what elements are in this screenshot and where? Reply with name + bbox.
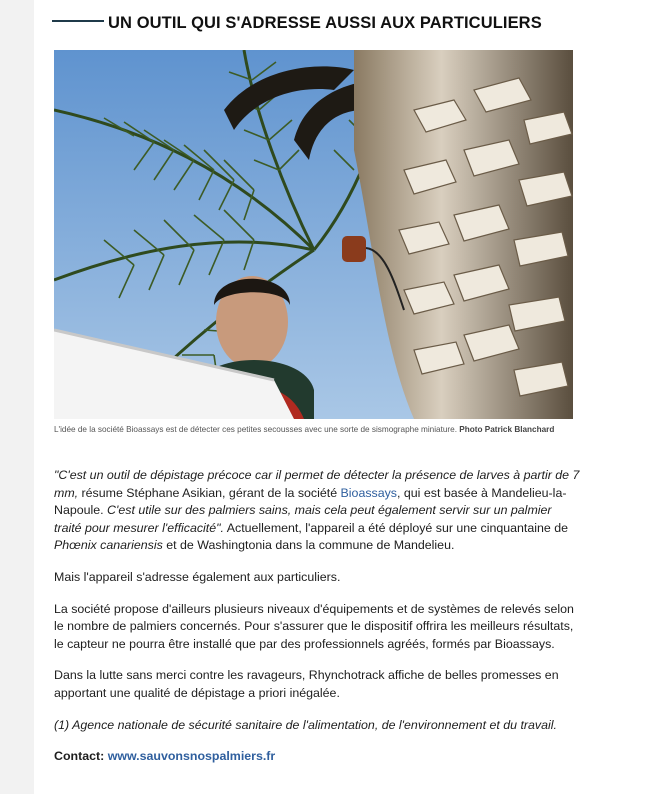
article-photo [54,50,573,419]
paragraph-1-text-2: , qui est basée à Mandelieu-la-Napoule. [54,485,567,518]
footnote-text: (1) Agence nationale de sécurité sanitaire de l'alimentation, de l'environnement et du travail. [54,717,557,732]
paragraph-1-text-3: Actuellement, l'appareil a été déployé sur une cinquantaine de [223,520,569,535]
bioassays-link[interactable]: Bioassays [340,485,398,500]
photo-credit: Photo Patrick Blanchard [459,425,555,434]
paragraph-1 [54,467,582,555]
photo-caption [54,425,594,434]
section-title: UN OUTIL QUI S'ADRESSE AUSSI AUX PARTICULIERS [108,14,542,32]
article-body [54,467,582,780]
caption-text: L'idée de la société Bioassays est de détecter ces petites secousses avec une sorte de sismographe miniature. [54,425,457,434]
quote-part-1: "C'est un outil de dépistage précoce car il permet de détecter la présence de larves à partir de 7 mm, [54,468,580,500]
quote-part-2: C'est utile sur des palmiers sains, mais cela peut également servir sur un palmier traité pour mesurer l'efficacité". [54,503,552,535]
contact-label: Contact: [54,749,105,764]
paragraph-2: Mais l'appareil s'adresse également aux particuliers. [54,569,341,584]
paragraph-1-text-4: et de Washingtonia dans la commune de Mandelieu. [162,538,455,553]
heading-accent-rule [52,20,104,22]
contact-line [54,748,582,766]
article-sheet [34,0,654,794]
footnote [54,717,582,735]
paragraph-3: La société propose d'ailleurs plusieurs niveaux d'équipements et de systèmes de relevés selon le nombre de palmiers concernés. Pour s'assurer que le dispositif offrira les meilleurs résultats, le capteur ne pourra être installé que par des professionnels agréés, formés par Bioassays. [54,601,574,651]
paragraph-1-text: résume Stéphane Asikian, gérant de la société [78,485,341,500]
contact-website-link[interactable]: www.sauvonsnospalmiers.fr [107,749,276,764]
palm-tree-photo [54,50,573,419]
paragraph-4: Dans la lutte sans merci contre les ravageurs, Rhynchotrack affiche de belles promesses en apportant une qualité de dépistage a priori inégalée. [54,668,559,700]
species-name: Phœnix canariensis [54,538,163,553]
section-heading [52,14,612,38]
